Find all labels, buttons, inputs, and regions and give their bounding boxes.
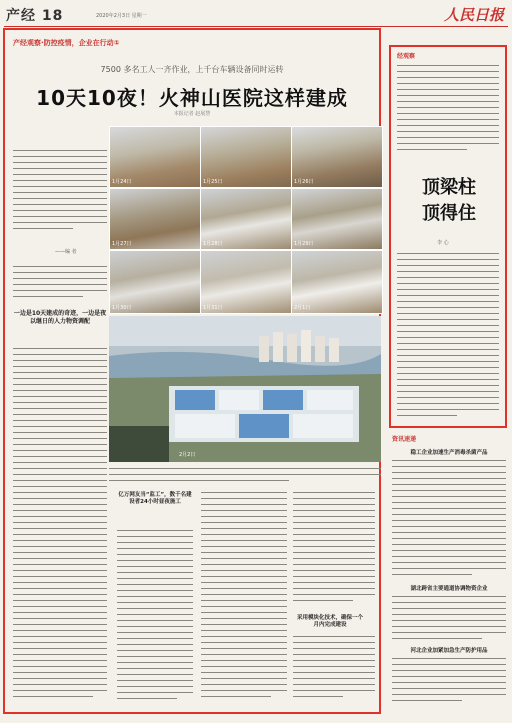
construction-photo [200, 126, 292, 188]
feature-headline: 10天10夜！火神山医院这样建成 [36, 86, 348, 110]
aerial-photo-date: 2月2日 [179, 452, 196, 458]
commentary-title-line2: 顶得住 [422, 203, 476, 224]
masthead [4, 4, 508, 27]
section-name: 产经 18 [6, 8, 64, 24]
construction-photo [200, 188, 292, 250]
section-heading-1: 一边是10天建成的奇迹，一边是夜以继日的人力物资调配 [13, 310, 107, 325]
feature-byline: 本报记者 赵展慧 [173, 111, 211, 117]
briefs-kicker: 资讯速递 [392, 436, 417, 443]
photo-date: 1月27日 [112, 241, 132, 247]
commentary-kicker: 经观察 [397, 53, 416, 60]
feature-kicker: 产经观察·防控疫情，企业在行动① [13, 39, 120, 47]
editor-note [13, 150, 107, 250]
editor-note-author: ——编 者 [55, 249, 77, 255]
photo-date: 1月30日 [112, 305, 132, 311]
photo-date: 1月26日 [294, 179, 314, 185]
construction-photo [291, 188, 383, 250]
feature-subhead: 7500 多名工人一齐作业，上千台车辆设备同时运转 [100, 65, 284, 74]
photo-date: 1月31日 [203, 305, 223, 311]
date-line: 2020年2月3日 星期一 [96, 13, 147, 19]
construction-photo [109, 250, 201, 314]
brief-headline: 稳工企业加速生产消毒杀菌产品 [410, 450, 488, 456]
construction-photo [291, 250, 383, 314]
brief-headline: 河北企业加紧加急生产防护用品 [410, 648, 488, 654]
newspaper-logo: 人民日报 [443, 6, 504, 24]
construction-photo-grid [109, 126, 381, 312]
photo-date: 2月1日 [294, 305, 311, 311]
commentary-author: 李 心 [437, 240, 449, 246]
section-heading-2: 亿万网友当“监工”，数千名建设者24小时昼夜施工 [118, 492, 192, 505]
photo-date: 1月29日 [294, 241, 314, 247]
photo-date: 1月24日 [112, 179, 132, 185]
construction-photo [109, 126, 201, 188]
commentary-title [399, 175, 499, 227]
aerial-hospital-photo [109, 316, 381, 462]
construction-photo [200, 250, 292, 314]
commentary-box [389, 45, 507, 428]
feature-article [3, 28, 381, 714]
section-heading-3: 采用模块化技术，确保一个月内完成建设 [296, 615, 363, 628]
aerial-scene [109, 316, 381, 462]
construction-photo [291, 126, 383, 188]
commentary-title-line1: 顶梁柱 [422, 177, 476, 198]
photo-date: 1月28日 [203, 241, 223, 247]
photo-caption [109, 464, 381, 484]
construction-photo [109, 188, 201, 250]
brief-headline: 湖北跨省主要通道协调物资企业 [410, 586, 488, 592]
photo-date: 1月25日 [203, 179, 223, 185]
